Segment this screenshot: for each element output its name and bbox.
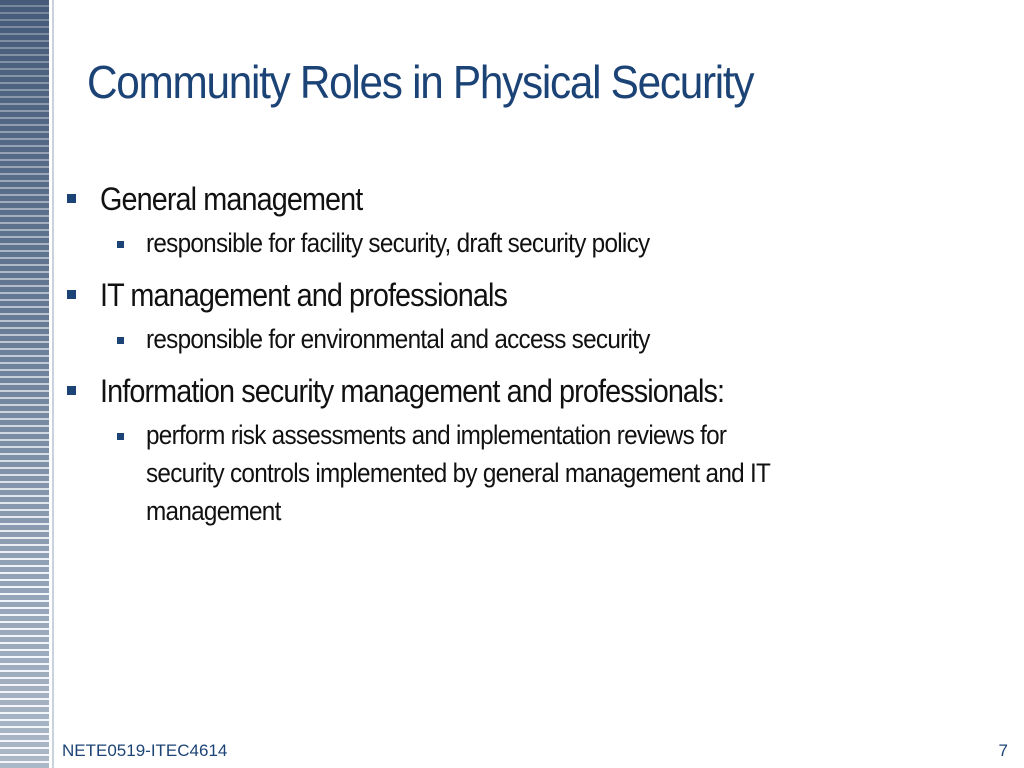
sub-bullet-text: responsible for environmental and access security	[146, 324, 650, 354]
sub-bullet-item	[100, 320, 942, 358]
bullet-item-infosec-management	[62, 366, 942, 530]
square-bullet-icon	[67, 386, 76, 395]
bullet-text: General management	[100, 181, 363, 217]
sub-bullet-item	[100, 224, 942, 262]
square-bullet-icon	[67, 194, 76, 203]
bullet-item-general-management	[62, 174, 942, 262]
square-bullet-icon	[117, 241, 124, 248]
sub-bullet-list	[100, 320, 942, 358]
bullet-item-it-management	[62, 270, 942, 358]
bullet-text: IT management and professionals	[100, 277, 508, 313]
square-bullet-icon	[117, 337, 124, 344]
square-bullet-icon	[117, 433, 124, 440]
side-divider-line	[52, 0, 54, 768]
sub-bullet-text: responsible for facility security, draft security policy	[146, 228, 650, 258]
sub-bullet-list	[100, 416, 942, 530]
footer-course-code: NETE0519-ITEC4614	[62, 741, 228, 760]
square-bullet-icon	[67, 290, 76, 299]
sub-bullet-text: perform risk assessments and implementation reviews for security controls implemented by general management and IT management	[146, 420, 771, 526]
sub-bullet-list	[100, 224, 942, 262]
slide-title: Community Roles in Physical Security	[87, 56, 754, 108]
footer-page-number: 7	[998, 741, 1008, 760]
decorative-side-bar	[0, 0, 49, 768]
bullet-text: Information security management and professionals:	[100, 373, 725, 409]
sub-bullet-item	[100, 416, 942, 530]
bullet-list	[62, 174, 942, 538]
